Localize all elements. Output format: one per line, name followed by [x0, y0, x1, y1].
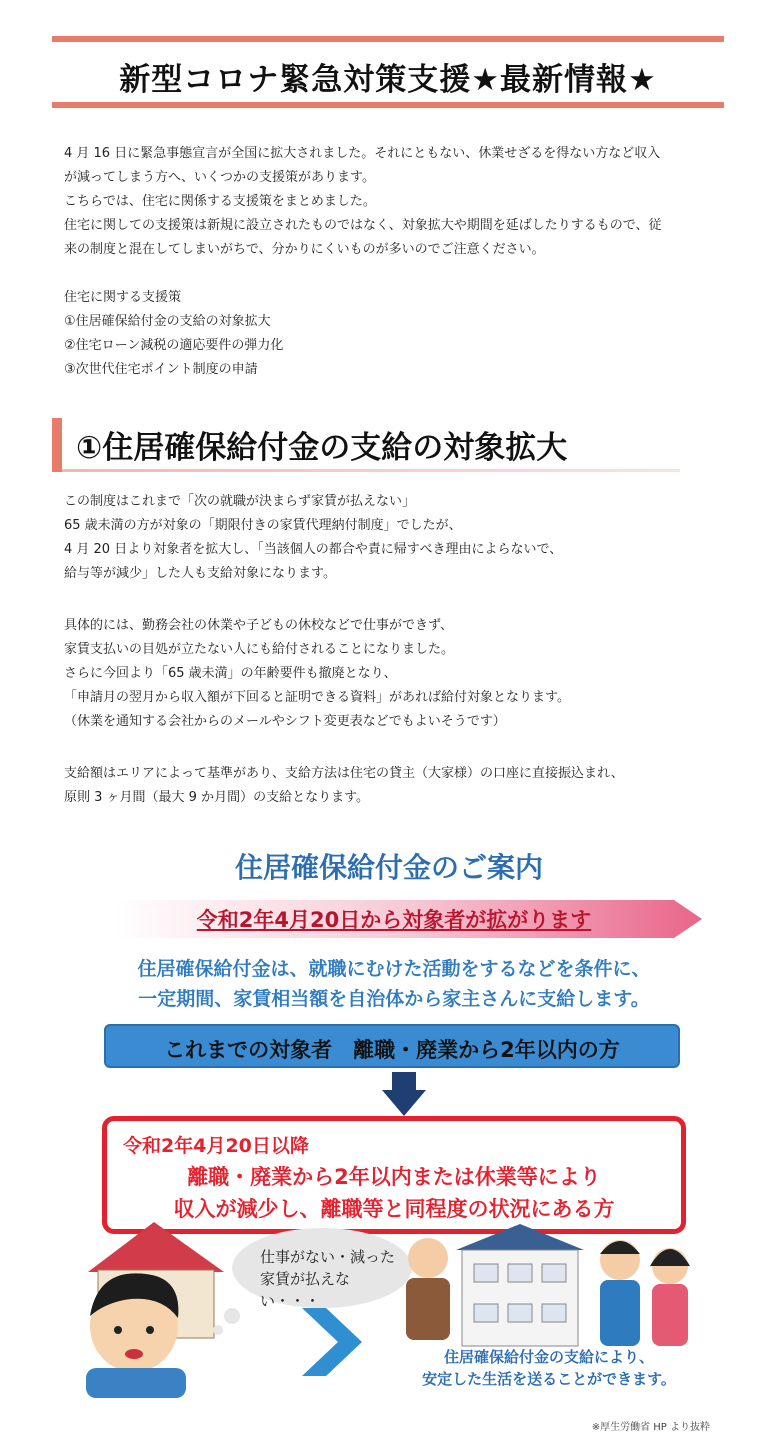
previous-eligibility-text: これまでの対象者 離職・廃業から2年以内の方	[164, 1038, 620, 1062]
body-line: 支給額はエリアによって基準があり、支給方法は住宅の貸主（大家様）の口座に直接振込まれ、	[64, 766, 624, 781]
banner-text: 令和2年4月20日から対象者が拡がります	[196, 908, 592, 932]
list-item: ①住居確保給付金の支給の対象拡大	[64, 314, 271, 329]
section-heading-text: ①住居確保給付金の支給の対象拡大	[76, 430, 568, 466]
section-paragraph-3	[64, 762, 624, 810]
support-list	[64, 286, 283, 382]
man-person-icon	[600, 1240, 640, 1346]
body-line: 給与等が減少」した人も支給対象になります。	[64, 566, 336, 581]
new-eligibility-date: 令和2年4月20日以降	[123, 1135, 309, 1157]
intro-line: 来の制度と混在してしまいがちで、分かりにくいものが多いのでご注意ください。	[64, 242, 545, 257]
thought-bubble	[236, 1228, 408, 1308]
caption-line: 安定した生活を送ることができます。	[422, 1370, 676, 1388]
intro-line: 4 月 16 日に緊急事態宣言が全国に拡大されました。それにともない、休業せざるを得ない方など収入	[64, 146, 661, 161]
landlord-person-icon	[406, 1238, 450, 1340]
infographic-description	[84, 954, 704, 1014]
body-line: 4 月 20 日より対象者を拡大し、「当該個人の都合や責に帰すべき理由によらないで、	[64, 542, 563, 557]
infographic-caption	[394, 1346, 704, 1390]
page-title-box	[52, 36, 724, 108]
body-line: 家賃支払いの目処が立たない人にも給付されることになりました。	[64, 642, 455, 657]
source-note: ※厚生労働省 HP より抜粋	[591, 1422, 710, 1433]
woman-person-icon	[650, 1248, 690, 1346]
desc-line: 一定期間、家賃相当額を自治体から家主さんに支給します。	[138, 988, 650, 1010]
worried-person-icon	[86, 1273, 186, 1398]
body-line: 具体的には、勤務会社の休業や子どもの休校などで仕事ができず、	[64, 618, 453, 633]
intro-line: こちらでは、住宅に関係する支援策をまとめました。	[64, 194, 376, 209]
section-heading	[52, 418, 680, 472]
page-title: 新型コロナ緊急対策支援★最新情報★	[119, 62, 657, 98]
body-line: 原則 3 ヶ月間（最大 9 か月間）の支給となります。	[64, 790, 370, 805]
section-paragraph-2	[64, 614, 570, 734]
date-banner	[114, 898, 702, 940]
intro-line: 住宅に関しての支援策は新規に設立されたものではなく、対象拡大や期間を延ばしたりするもので、従	[64, 218, 662, 233]
section-paragraph-1	[64, 490, 562, 586]
infographic	[64, 838, 714, 1398]
list-item: ③次世代住宅ポイント制度の申請	[64, 362, 258, 377]
intro-line: が減ってしまう方へ、いくつかの支援策があります。	[64, 170, 375, 185]
list-item: ②住宅ローン減税の適応要件の弾力化	[64, 338, 284, 353]
support-list-heading: 住宅に関する支援策	[64, 290, 182, 305]
new-eligibility-line: 収入が減少し、離職等と同程度の状況にある方	[173, 1197, 615, 1221]
infographic-title: 住居確保給付金のご案内	[234, 851, 543, 884]
bubble-text	[260, 1246, 408, 1312]
new-eligibility-line: 離職・廃業から2年以内または休業等により	[187, 1165, 601, 1189]
desc-line: 住居確保給付金は、就職にむけた活動をするなどを条件に、	[137, 958, 651, 980]
heading-accent-bar	[52, 418, 62, 472]
apartment-icon	[456, 1224, 584, 1346]
caption-line: 住居確保給付金の支給により、	[443, 1348, 654, 1366]
body-line: この制度はこれまで「次の就職が決まらず家賃が払えない」	[64, 494, 416, 509]
down-arrow-icon	[382, 1072, 426, 1116]
title-bottom-rule	[52, 102, 724, 108]
body-line: 「申請月の翌月から収入額が下回ると証明できる資料」があれば給付対象となります。	[64, 690, 570, 705]
bubble-line: 仕事がない・減った	[260, 1248, 396, 1266]
heading-underline	[62, 469, 680, 472]
title-top-rule	[52, 36, 724, 42]
intro-paragraph	[64, 142, 661, 262]
body-line: さらに今回より「65 歳未満」の年齢要件も撤廃となり、	[64, 666, 397, 681]
body-line: （休業を通知する会社からのメールやシフト変更表などでもよいそうです）	[64, 714, 506, 729]
body-line: 65 歳未満の方が対象の「期限付きの家賃代理納付制度」でしたが、	[64, 518, 462, 533]
chevron-right-icon	[302, 1308, 362, 1376]
previous-eligibility-box	[104, 1024, 680, 1068]
bubble-line: 家賃が払えない・・・	[260, 1270, 351, 1310]
